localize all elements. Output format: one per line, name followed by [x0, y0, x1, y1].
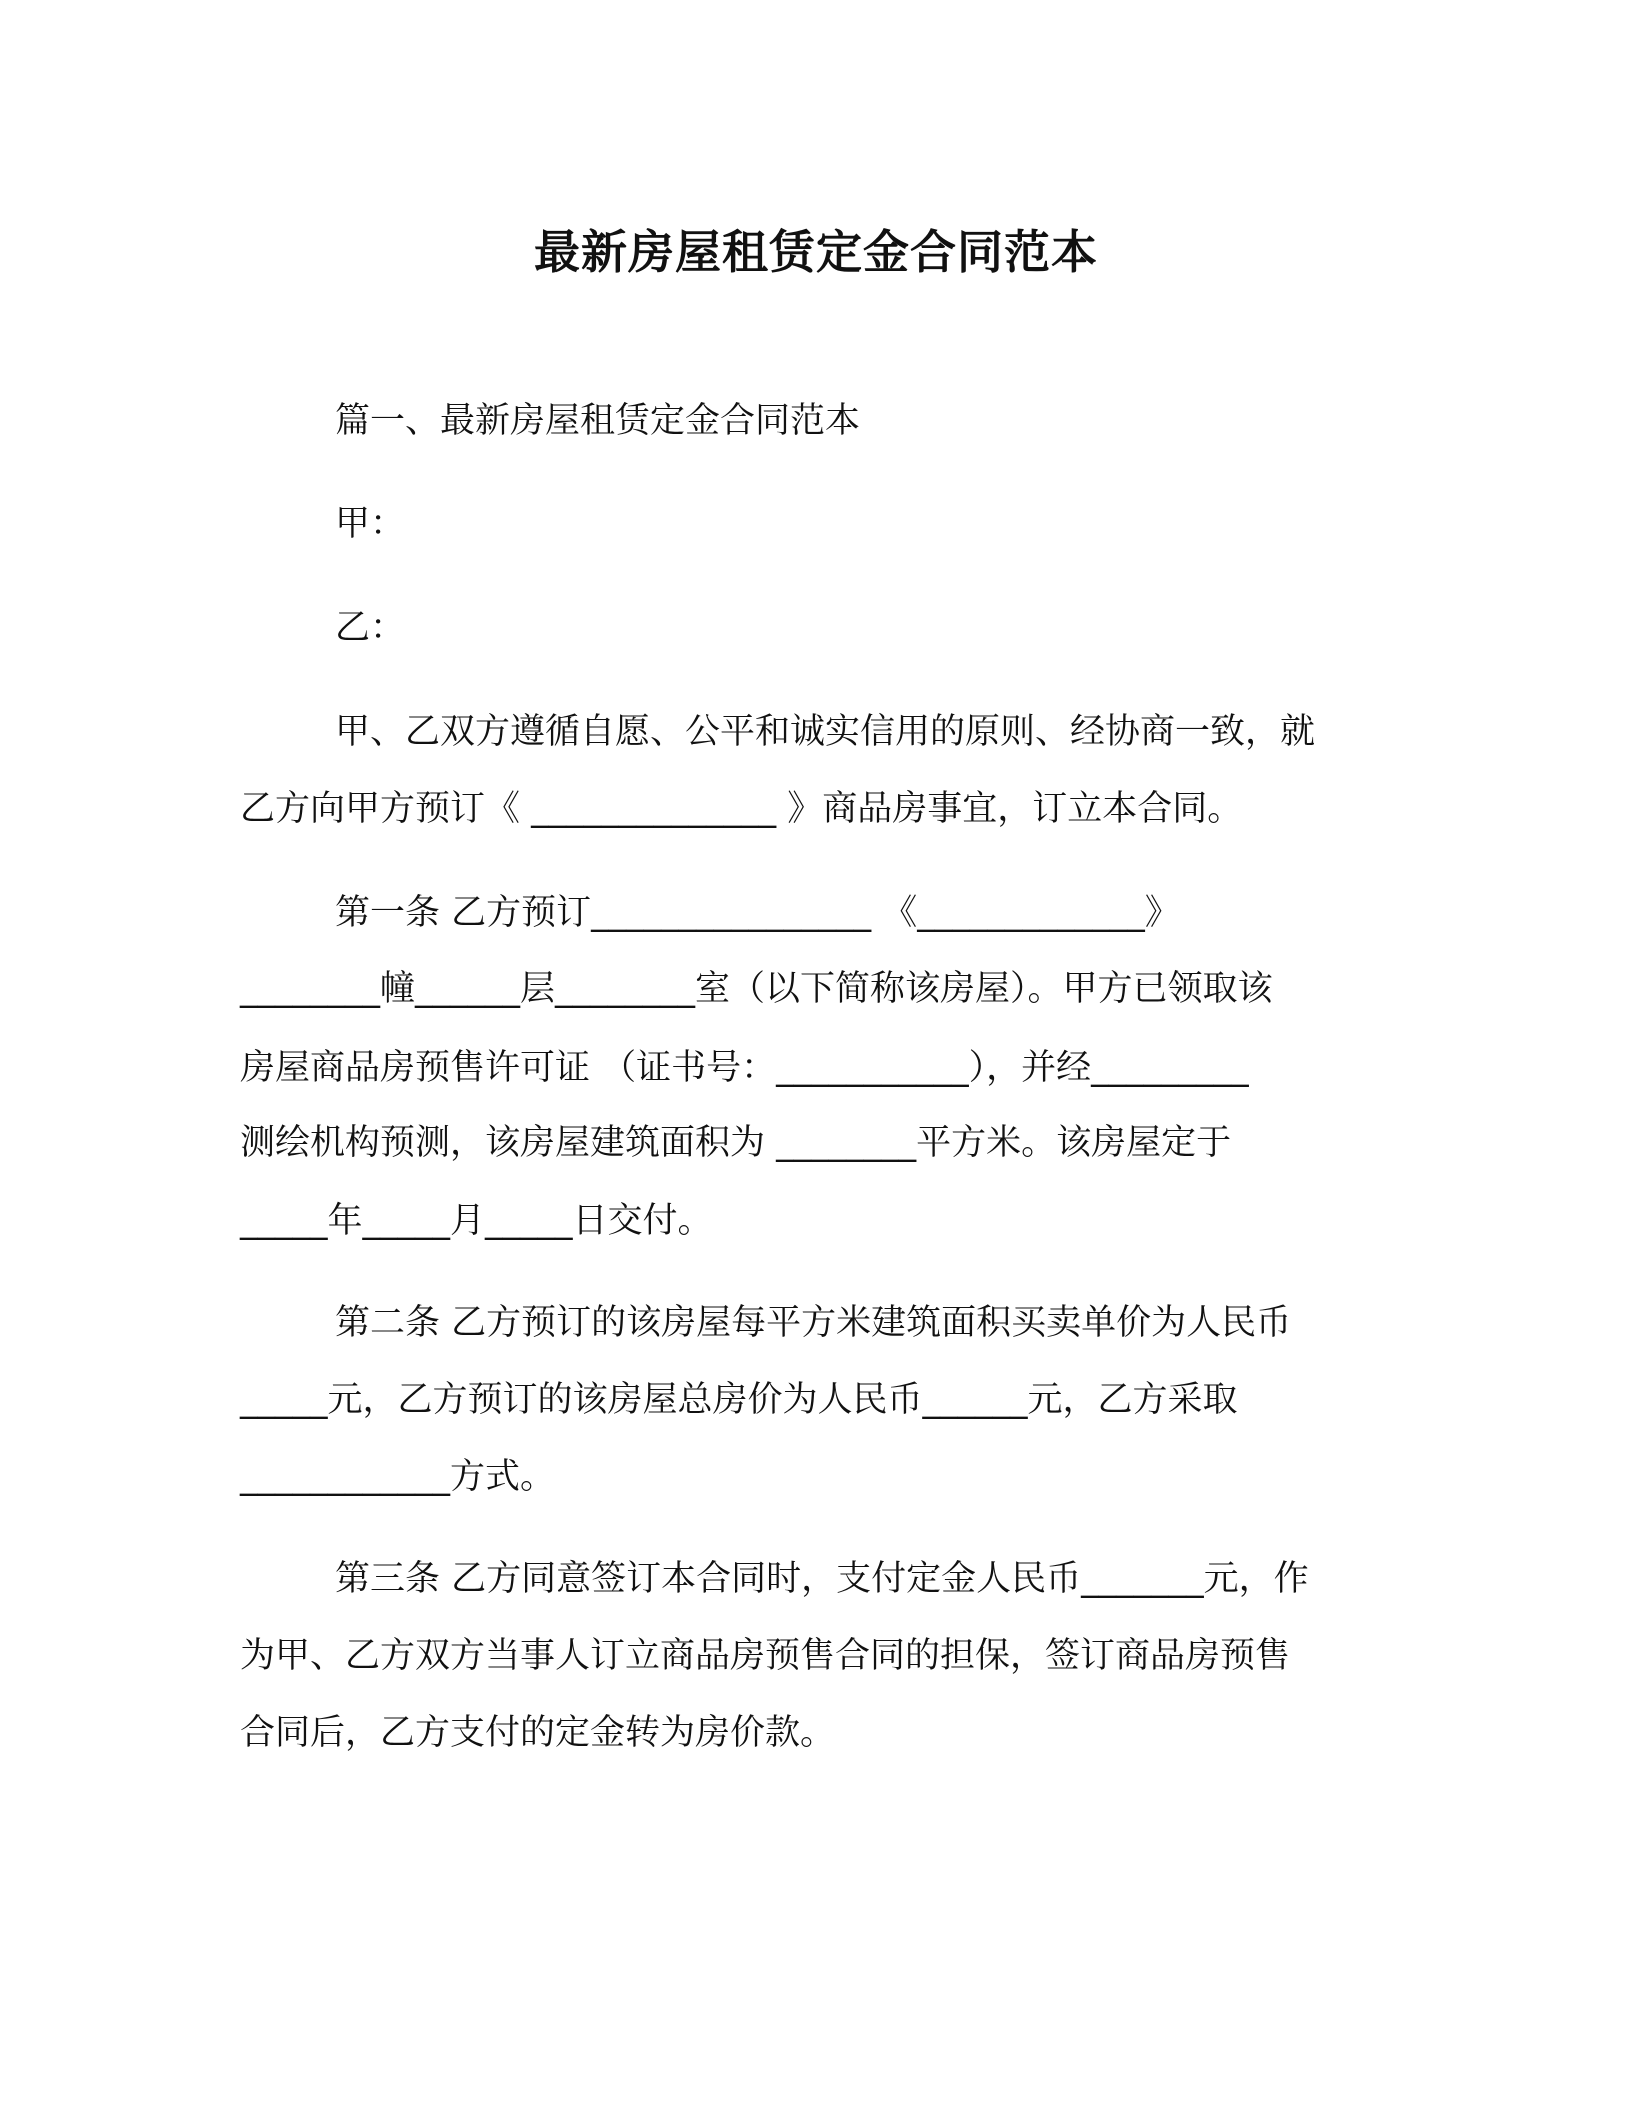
article-2-line-2: _____元，乙方预订的该房屋总房价为人民币______元，乙方采取 [240, 1380, 1238, 1420]
document-title: 最新房屋租赁定金合同范本 [534, 225, 1098, 279]
preamble-line-2: 乙方向甲方预订《 ______________ 》商品房事宜，订立本合同。 [240, 789, 1243, 829]
article-1-line-3: 房屋商品房预售许可证 （证书号：___________），并经_________ [240, 1048, 1249, 1088]
article-2-line-3: ____________方式。 [240, 1457, 556, 1497]
article-1-line-2: ________幢______层________室（以下简称该房屋）。甲方已领取该 [240, 969, 1273, 1009]
article-1-line-1: 第一条 乙方预订________________ 《_____________》 [335, 893, 1180, 933]
section-heading: 篇一、最新房屋租赁定金合同范本 [335, 401, 861, 441]
party-a-line: 甲： [335, 504, 406, 544]
party-b-line: 乙： [335, 608, 406, 648]
article-3-line-3: 合同后，乙方支付的定金转为房价款。 [240, 1713, 836, 1753]
preamble-line-1: 甲、乙双方遵循自愿、公平和诚实信用的原则、经协商一致，就 [335, 712, 1316, 752]
article-3-line-2: 为甲、乙方双方当事人订立商品房预售合同的担保，签订商品房预售 [240, 1636, 1291, 1676]
article-1-line-5: _____年_____月_____日交付。 [240, 1201, 713, 1241]
article-1-line-4: 测绘机构预测，该房屋建筑面积为 ________平方米。该房屋定于 [240, 1123, 1232, 1163]
article-2-line-1: 第二条 乙方预订的该房屋每平方米建筑面积买卖单价为人民币 [335, 1303, 1292, 1343]
article-3-line-1: 第三条 乙方同意签订本合同时，支付定金人民币_______元，作 [335, 1559, 1309, 1599]
